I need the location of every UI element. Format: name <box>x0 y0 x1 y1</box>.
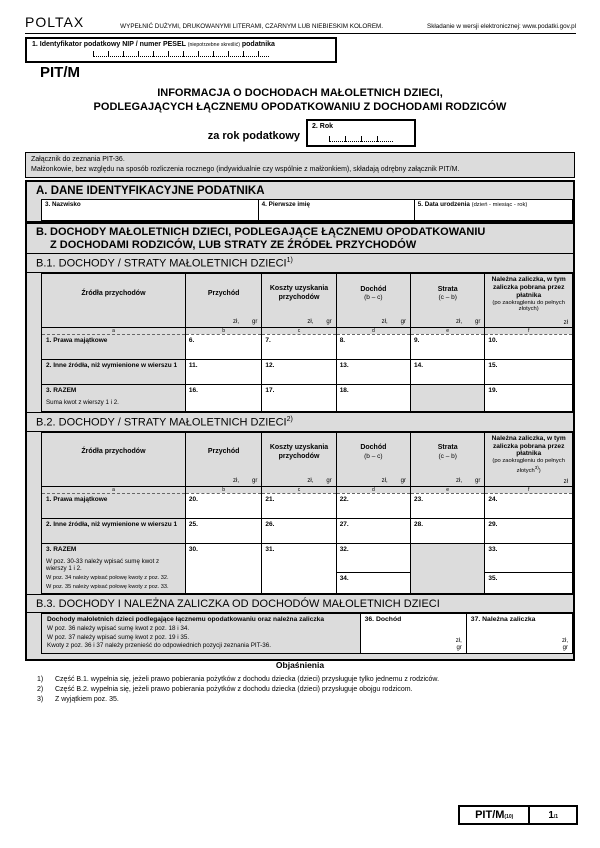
attachment-note-line2: Małżonkowie, bez względu na sposób rozliczenia rocznego (indywidualnie czy wspólnie z małżonkiem), składają odrębny załącznik PIT/M. <box>31 165 460 173</box>
b2-cell-21[interactable]: 21. <box>262 493 336 518</box>
surname-label: 3. Nazwisko <box>45 201 81 208</box>
b2-col-costs: Koszty uzyskania przychodów zł, gr <box>262 432 336 486</box>
fill-instruction: WYPEŁNIĆ DUŻYMI, DRUKOWANYMI LITERAMI, CZARNYM LUB NIEBIESKIM KOLOREM. <box>120 23 384 30</box>
birthdate-hint: (dzień - miesiąc - rok) <box>471 202 528 208</box>
b1-letter-row: a b c d e f <box>42 327 573 334</box>
taxpayer-id-field[interactable] <box>25 37 337 63</box>
taxpayer-id-label-small: (niepotrzebne skreślić) <box>187 42 240 48</box>
b1-row-property-rights <box>42 334 573 359</box>
b2-col-sources: Źródła przychodów <box>42 432 186 486</box>
b2-row3-label: 3. RAZEM W poz. 30-33 należy wpisać sumę kwot z wierszy 1 i 2. W poz. 34 należy wpisać połowę kwoty z poz. 32. W poz. 35 należy wpisać połowę kwoty z poz. 33. <box>42 543 186 594</box>
explanation-1 <box>25 675 575 685</box>
explanation-1-num: 1) <box>37 676 44 683</box>
form-title-line2: PODLEGAJĄCYCH ŁĄCZNEMU OPODATKOWANIU Z DOCHODAMI RODZICÓW <box>93 100 507 113</box>
b2-cell-26[interactable]: 26. <box>262 518 336 543</box>
b1-row3-label: 3. RAZEM Suma kwot z wierszy 1 i 2. <box>42 384 186 411</box>
section-b1-header <box>27 253 573 273</box>
section-a-table <box>41 199 573 221</box>
birthdate-label: 5. Data urodzenia <box>417 201 470 208</box>
b3-cell-37-advance[interactable]: 37. Należna zaliczka zł, gr <box>466 614 572 654</box>
b2-row1-label: 1. Prawa majątkowe <box>42 493 186 518</box>
section-b-title-line2: Z DOCHODAMI RODZICÓW, LUB STRATY ZE ŹRÓDEŁ PRZYCHODÓW <box>50 238 417 251</box>
b2-cell-22[interactable]: 22. <box>336 493 410 518</box>
explanation-2-text: Część B.2. wypełnia się, jeżeli prawo pobierania pożytków z dochodu dziecka (dzieci) przysługuje obojgu rodzicom. <box>55 686 413 694</box>
b3-description: Dochody małoletnich dzieci podlegające łącznemu opodatkowaniu oraz należna zaliczka W poz. 36 należy wpisać sumę kwot z poz. 18 i 34. W poz. 37 należy wpisać sumę kwot z poz. 19 i 35. Kwoty z poz. 36 i 37 należy przenieść do odpowiednich pozycji zeznania PIT-36. <box>42 614 361 654</box>
firstname-label: 4. Pierwsze imię <box>261 201 310 208</box>
attachment-note <box>25 152 575 178</box>
section-b2-footnote-ref: 2) <box>286 415 293 423</box>
section-b1-title: B.1. DOCHODY / STRATY MAŁOLETNICH DZIECI <box>36 257 287 270</box>
b2-cell-31[interactable]: 31. <box>262 543 336 594</box>
efiling-info: Składanie w wersji elektronicznej: www.podatki.gov.pl <box>427 23 576 30</box>
form-body <box>25 180 575 661</box>
b2-cell-blocked <box>411 543 485 594</box>
b1-cell-19[interactable]: 19. <box>485 384 573 411</box>
b1-cell-17[interactable]: 17. <box>262 384 336 411</box>
b2-cell-28[interactable]: 28. <box>411 518 485 543</box>
b2-letter-row: a b c d e f <box>42 486 573 493</box>
footer-form-version: (10) <box>504 814 514 820</box>
b1-cell-10[interactable]: 10. <box>485 334 573 359</box>
b2-cell-24[interactable]: 24. <box>485 493 573 518</box>
b1-cell-9[interactable]: 9. <box>411 334 485 359</box>
b1-cell-15[interactable]: 15. <box>485 359 573 384</box>
taxpayer-id-label-main: 1. Identyfikator podatkowy NIP / numer PESEL <box>32 41 186 48</box>
explanations-title: Objaśnienia <box>275 660 325 670</box>
b1-cell-16[interactable]: 16. <box>185 384 261 411</box>
b3-table <box>41 613 573 654</box>
b1-col-sources: Źródła przychodów <box>42 273 186 327</box>
section-b1-footnote-ref: 1) <box>286 257 293 265</box>
b1-col-advance: Należna zaliczka, w tym zaliczka pobrana przez płatnika (po zaokrągleniu do pełnych złotych) zł <box>485 273 573 327</box>
b1-row-other-sources <box>42 359 573 384</box>
footer-page-number: 1 /1 <box>548 809 559 821</box>
taxpayer-id-label <box>32 41 330 48</box>
section-b-title-line1: B. DOCHODY MAŁOLETNICH DZIECI, PODLEGAJĄCE ŁĄCZNEMU OPODATKOWANIU <box>36 226 486 238</box>
section-b2-header <box>27 412 573 432</box>
tax-year-label: 2. Rok <box>312 123 334 130</box>
b1-cell-8[interactable]: 8. <box>336 334 410 359</box>
b1-row2-label: 2. Inne źródła, niż wymienione w wierszu 1 <box>42 359 186 384</box>
section-b2-title: B.2. DOCHODY / STRATY MAŁOLETNICH DZIECI <box>36 416 287 429</box>
b2-row-total <box>42 543 573 573</box>
b1-col-loss: Strata (c – b) zł, gr <box>411 273 485 327</box>
b2-row-property-rights <box>42 493 573 518</box>
b2-cell-27[interactable]: 27. <box>336 518 410 543</box>
form-title-line1: INFORMACJA O DOCHODACH MAŁOLETNICH DZIECI, <box>157 87 443 99</box>
surname-field[interactable] <box>42 200 259 221</box>
b1-cell-blocked <box>411 384 485 411</box>
footer-page-total: /1 <box>553 814 559 820</box>
footer-form-code: PIT/M (10) <box>460 807 530 823</box>
b2-col-revenue: Przychód zł, gr <box>185 432 261 486</box>
b1-col-costs: Koszty uzyskania przychodów zł, gr <box>262 273 336 327</box>
b2-cell-29[interactable]: 29. <box>485 518 573 543</box>
form-main-title <box>0 87 600 115</box>
b1-cell-11[interactable]: 11. <box>185 359 261 384</box>
b1-cell-6[interactable]: 6. <box>185 334 261 359</box>
b2-cell-32[interactable]: 32. <box>336 543 410 573</box>
explanation-3-num: 3) <box>37 696 44 704</box>
attachment-note-line1: Załącznik do zeznania PIT-36. <box>31 156 125 163</box>
b2-table <box>41 432 573 595</box>
tax-year-entry-ruler[interactable] <box>329 136 393 142</box>
explanation-1-text: Część B.1. wypełnia się, jeżeli prawo pobierania pożytków z dochodu dziecka (dzieci) przysługuje tylko jednemu z rodziców. <box>55 676 440 683</box>
b2-col-advance: Należna zaliczka, w tym zaliczka pobrana przez płatnika (po zaokrągleniu do pełnych złotych$^{3)}$) zł <box>485 432 573 486</box>
firstname-field[interactable] <box>258 200 414 221</box>
b2-cell-34[interactable]: 34. <box>336 573 410 594</box>
form-header <box>25 14 576 34</box>
explanation-2 <box>25 685 575 695</box>
b1-row-total <box>42 384 573 411</box>
b1-cell-12[interactable]: 12. <box>262 359 336 384</box>
birthdate-field[interactable] <box>414 200 572 221</box>
b2-cell-23[interactable]: 23. <box>411 493 485 518</box>
explanation-3-text: Z wyjątkiem poz. 35. <box>55 696 119 704</box>
b2-cell-20[interactable]: 20. <box>185 493 261 518</box>
b1-table <box>41 273 573 412</box>
b1-cell-7[interactable]: 7. <box>262 334 336 359</box>
tax-year-prefix: za rok podatkowy <box>207 130 300 142</box>
b2-row2-label: 2. Inne źródła, niż wymienione w wierszu 1 <box>42 518 186 543</box>
tax-year-field[interactable] <box>306 119 416 147</box>
b2-cell-33[interactable]: 33. <box>485 543 573 573</box>
footer-page-box <box>458 805 578 825</box>
poltax-logo: POLTAX <box>25 14 85 30</box>
b1-cell-13[interactable]: 13. <box>336 359 410 384</box>
b2-row-other-sources <box>42 518 573 543</box>
b2-cell-30[interactable]: 30. <box>185 543 261 594</box>
b2-col-loss: Strata (c – b) zł, gr <box>411 432 485 486</box>
b3-cell-36-income[interactable]: 36. Dochód zł, gr <box>360 614 466 654</box>
form-code-title: PIT/M <box>40 64 80 81</box>
explanations <box>25 660 575 705</box>
explanation-3 <box>25 695 575 705</box>
taxpayer-id-entry-ruler[interactable] <box>93 51 269 57</box>
b1-col-revenue: Przychód zł, gr <box>185 273 261 327</box>
b2-cell-25[interactable]: 25. <box>185 518 261 543</box>
b2-col-income: Dochód (b – c) zł, gr <box>336 432 410 486</box>
section-a-header: A. DANE IDENTYFIKACYJNE PODATNIKA <box>36 185 265 197</box>
explanation-2-num: 2) <box>37 686 44 694</box>
section-b-header <box>27 224 573 253</box>
b1-col-income: Dochód (b – c) zł, gr <box>336 273 410 327</box>
taxpayer-id-label-suffix: podatnika <box>241 41 275 48</box>
b2-cell-35[interactable]: 35. <box>485 573 573 594</box>
section-b3-header: B.3. DOCHODY I NALEŻNA ZALICZKA OD DOCHODÓW MAŁOLETNICH DZIECI <box>27 594 573 613</box>
b1-row1-label: 1. Prawa majątkowe <box>42 334 186 359</box>
b1-cell-14[interactable]: 14. <box>411 359 485 384</box>
b1-cell-18[interactable]: 18. <box>336 384 410 411</box>
